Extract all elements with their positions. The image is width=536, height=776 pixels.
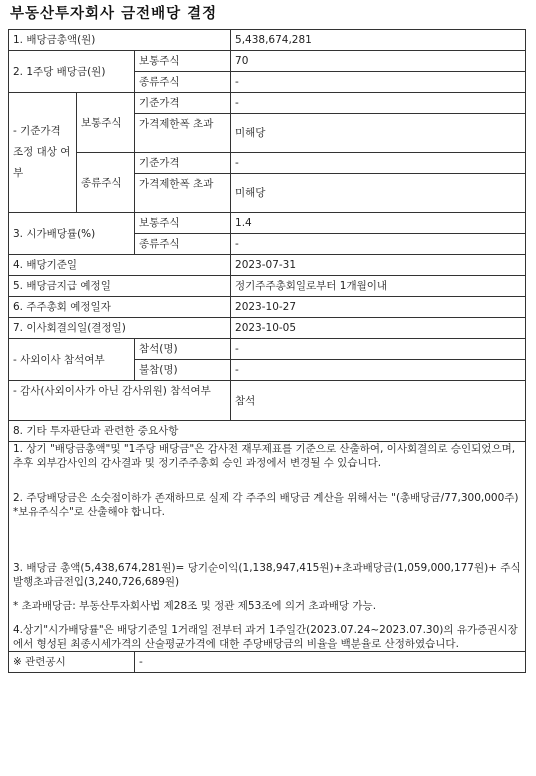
audit-attendance-label: - 감사(사외이사가 아닌 감사위원) 참석여부 xyxy=(9,381,231,421)
agm-date-value: 2023-10-27 xyxy=(231,297,526,318)
payment-date-value: 정기주주총회일로부터 1개월이내 xyxy=(231,276,526,297)
table-row xyxy=(9,51,526,72)
dividend-yield-label: 3. 시가배당률(%) xyxy=(9,213,135,255)
pref-stock-label: 종류주식 xyxy=(77,153,135,213)
yield-common-value: 1.4 xyxy=(231,213,526,234)
table-row xyxy=(9,297,526,318)
related-disclosure-value: - xyxy=(135,652,526,673)
per-share-pref-value: - xyxy=(231,72,526,93)
other-matters-notes xyxy=(9,442,526,652)
audit-attendance-value: 참석 xyxy=(231,381,526,421)
table-row xyxy=(9,652,526,673)
table-row xyxy=(9,255,526,276)
note-paragraph: 2. 주당배당금은 소숫점이하가 존재하므로 실제 각 주주의 배당금 계산을 위해서는 "(총배당금/77,300,000주)*보유주식수"로 산출해야 합니다. xyxy=(13,492,519,518)
table-row xyxy=(9,442,526,652)
note-paragraph: 4.상기"시가배당률"은 배당기준일 1거래일 전부터 과거 1주일간(2023.07.24~2023.07.30)의 유가증권시장에서 형성된 최종시세가격의 산술평균가격에 대한 주당배당금의 비율을 백분율로 산정하였습니다. xyxy=(13,624,518,650)
price-limit-label: 가격제한폭 초과 xyxy=(135,174,231,213)
table-row xyxy=(9,381,526,421)
record-date-label: 4. 배당기준일 xyxy=(9,255,231,276)
table-row xyxy=(9,213,526,234)
table-row xyxy=(9,30,526,51)
adj-pref-base-value: - xyxy=(231,153,526,174)
table-row xyxy=(9,339,526,360)
per-share-dividend-label: 2. 1주당 배당금(원) xyxy=(9,51,135,93)
table-row xyxy=(9,153,526,174)
note-paragraph: 1. 상기 "배당금총액"및 "1주당 배당금"은 감사전 재무제표를 기준으로 산출하여, 이사회결의로 승인되었으며, 추후 외부감사인의 감사결과 및 정기주주총회 승인 과정에서 변경될 수 있습니다. xyxy=(13,443,516,469)
page-title: 부동산투자회사 금전배당 결정 xyxy=(10,6,218,22)
total-dividend-value: 5,438,674,281 xyxy=(231,30,526,51)
common-stock-label: 보통주식 xyxy=(77,93,135,153)
note-paragraph: * 초과배당금: 부동산투자회사법 제28조 및 정관 제53조에 의거 초과배당 가능. xyxy=(13,600,377,612)
yield-pref-value: - xyxy=(231,234,526,255)
adj-common-base-value: - xyxy=(231,93,526,114)
price-limit-label: 가격제한폭 초과 xyxy=(135,114,231,153)
table-row xyxy=(9,318,526,339)
adj-pref-limit-value: 미해당 xyxy=(231,174,526,213)
pref-stock-label: 종류주식 xyxy=(135,234,231,255)
per-share-common-value: 70 xyxy=(231,51,526,72)
attend-value: - xyxy=(231,339,526,360)
base-price-label: 기준가격 xyxy=(135,153,231,174)
adj-common-limit-value: 미해당 xyxy=(231,114,526,153)
agm-date-label: 6. 주주총회 예정일자 xyxy=(9,297,231,318)
price-adjustment-label: - 기준가격 조정 대상 여부 xyxy=(9,93,77,213)
board-date-value: 2023-10-05 xyxy=(231,318,526,339)
related-disclosure-label: ※ 관련공시 xyxy=(9,652,135,673)
total-dividend-label: 1. 배당금총액(원) xyxy=(9,30,231,51)
common-stock-label: 보통주식 xyxy=(135,51,231,72)
table-row xyxy=(9,93,526,114)
board-date-label: 7. 이사회결의일(결정일) xyxy=(9,318,231,339)
payment-date-label: 5. 배당금지급 예정일 xyxy=(9,276,231,297)
table-row xyxy=(9,276,526,297)
attend-label: 참석(명) xyxy=(135,339,231,360)
common-stock-label: 보통주식 xyxy=(135,213,231,234)
absent-label: 불참(명) xyxy=(135,360,231,381)
record-date-value: 2023-07-31 xyxy=(231,255,526,276)
disclosure-table xyxy=(8,29,526,673)
outside-director-label: - 사외이사 참석여부 xyxy=(9,339,135,381)
base-price-label: 기준가격 xyxy=(135,93,231,114)
pref-stock-label: 종류주식 xyxy=(135,72,231,93)
note-paragraph: 3. 배당금 총액(5,438,674,281원)= 당기순이익(1,138,947,415원)+초과배당금(1,059,000,177원)+ 주식발행초과금전입(3,240,726,689원) xyxy=(13,562,521,588)
other-matters-label: 8. 기타 투자판단과 관련한 중요사항 xyxy=(9,421,526,442)
absent-value: - xyxy=(231,360,526,381)
table-row xyxy=(9,421,526,442)
